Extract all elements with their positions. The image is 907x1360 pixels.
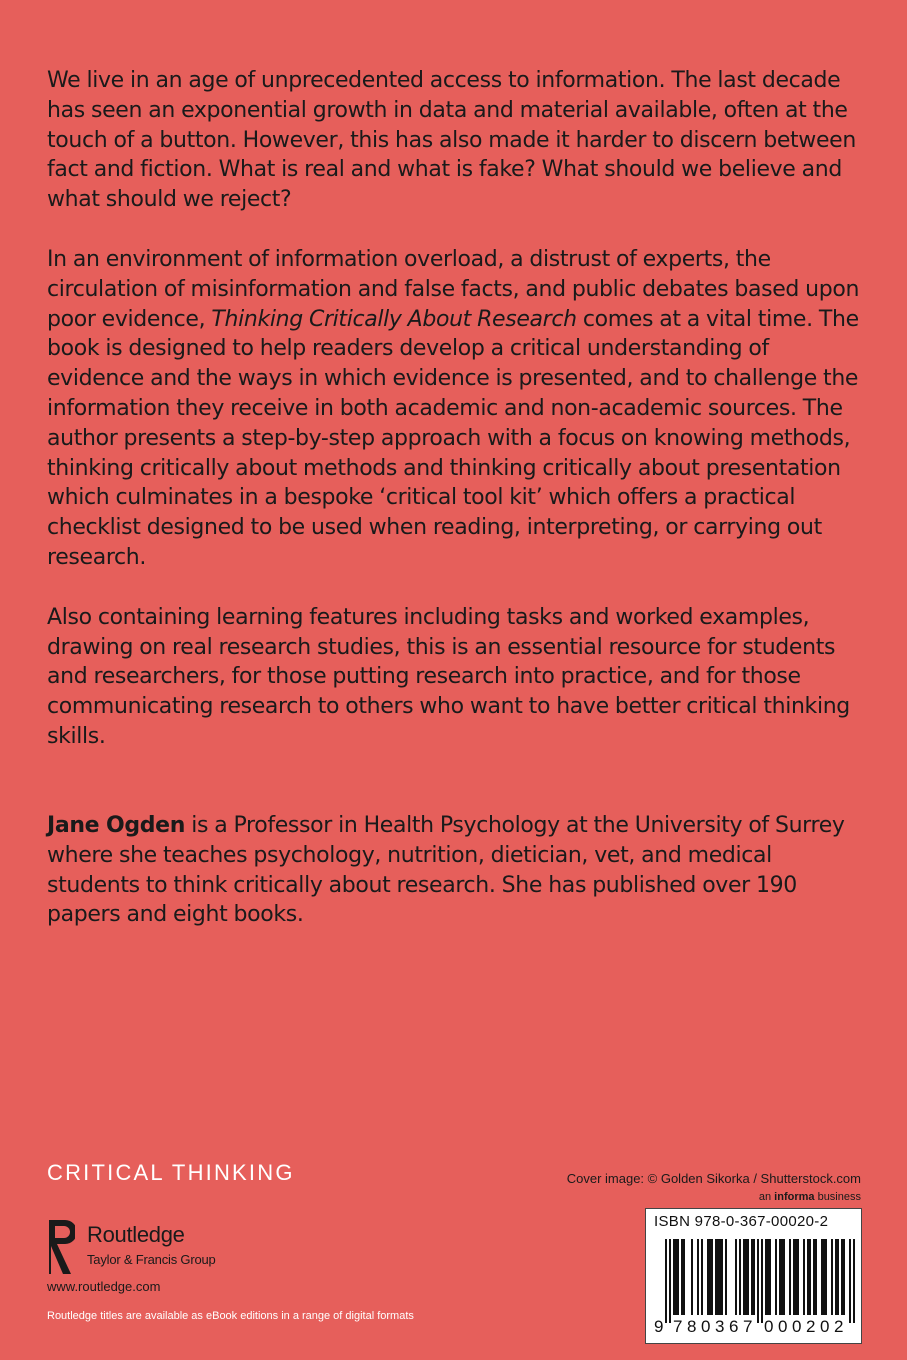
barcode-bar	[813, 1239, 815, 1315]
barcode-bar	[717, 1239, 719, 1315]
barcode-bar	[697, 1239, 699, 1315]
barcode-bar	[843, 1239, 845, 1315]
barcode-digit: 0	[778, 1317, 788, 1336]
author-bio	[47, 811, 867, 930]
publisher-name: Routledge	[87, 1222, 185, 1247]
barcode-digit-first: 9	[654, 1317, 664, 1336]
barcode-bar	[707, 1239, 709, 1315]
informa-suffix: business	[814, 1191, 861, 1203]
ebook-note: Routledge titles are available as eBook editions in a range of digital formats	[47, 1310, 414, 1322]
barcode-bar	[835, 1239, 837, 1315]
barcode-bar	[701, 1239, 703, 1315]
barcode-digit: 0	[701, 1317, 711, 1336]
barcode-bar	[853, 1239, 855, 1323]
blurb-paragraph-3: Also containing learning features including tasks and worked examples, drawing on real research studies, this is an essential resource for students and researchers, for those putting research into practice, and for those communicating research to others who want to have better critical thinking skills.	[47, 604, 850, 749]
blurb-paragraph-1: We live in an age of unprecedented access to information. The last decade has seen an exponential growth in data and material available, often at the touch of a button. However, this has also made it harder to discern between fact and fiction. What is real and what is fake? What should we believe and what should we reject?	[47, 68, 856, 213]
barcode-bar	[815, 1239, 817, 1315]
informa-prefix: an	[758, 1191, 775, 1203]
publisher-website: www.routledge.com	[47, 1279, 161, 1294]
barcode-bar	[751, 1239, 753, 1315]
barcode-bar	[779, 1239, 781, 1315]
book-title: Thinking Critically About Research	[211, 306, 577, 332]
barcode-bar	[709, 1239, 711, 1315]
barcode-bar	[665, 1239, 667, 1323]
barcode-bar	[725, 1239, 727, 1315]
barcode-bar	[831, 1239, 833, 1315]
barcode-bar	[715, 1239, 717, 1315]
blurb-p2-before: In an environment of information overload, a distrust of experts, the circulation of misinformation and false facts, and public debates based upon poor evidence,	[47, 246, 860, 332]
barcode-bar	[823, 1239, 825, 1315]
author-name: Jane Ogden	[47, 813, 186, 838]
barcode-bar	[821, 1239, 823, 1315]
barcode-bar	[681, 1239, 683, 1315]
publisher-logo	[47, 1218, 247, 1278]
blurb-paragraph-2	[47, 245, 867, 573]
barcode-bar	[739, 1239, 741, 1315]
barcode-bar	[719, 1239, 721, 1315]
barcode-bar	[675, 1239, 677, 1315]
barcode-bar	[841, 1239, 843, 1315]
barcode-digit: 0	[820, 1317, 830, 1336]
barcode-bar	[745, 1239, 747, 1315]
barcode-bar	[743, 1239, 745, 1315]
informa-brand: informa	[774, 1191, 815, 1203]
barcode-bar	[683, 1239, 685, 1315]
barcode-bar	[669, 1239, 671, 1323]
barcode-digit: 2	[834, 1317, 844, 1336]
barcode-digit: 8	[687, 1317, 697, 1336]
isbn-label: ISBN 978-0-367-00020-2	[654, 1213, 829, 1230]
barcode-bar	[691, 1239, 693, 1315]
barcode-bar	[767, 1239, 769, 1315]
barcode-bar	[837, 1239, 839, 1315]
isbn-barcode-box	[645, 1208, 862, 1344]
barcode-bar	[809, 1239, 811, 1315]
barcode-bar	[765, 1239, 767, 1315]
routledge-logo-icon	[47, 1218, 75, 1276]
barcode-digit: 0	[764, 1317, 774, 1336]
barcode-bar	[793, 1239, 795, 1315]
barcode-bar	[795, 1239, 797, 1315]
barcode-bar	[757, 1239, 759, 1323]
barcode-bar	[781, 1239, 783, 1315]
barcode-bar	[761, 1239, 763, 1323]
informa-business	[759, 1191, 861, 1203]
barcode-bar	[803, 1239, 805, 1315]
barcode-bar	[735, 1239, 737, 1315]
barcode-bar	[807, 1239, 809, 1315]
blurb-p2-after: comes at a vital time. The book is designed to help readers develop a critical understanding of evidence and the ways in which evidence is presented, and to challenge the information they receive in both academic and non-academic sources. The author presents a step-by-step approach with a focus on knowing methods, thinking critically about methods and thinking critically about presentation which culminates in a bespoke ‘critical tool kit’ which offers a practical checklist designed to be used when reading, interpreting, or carrying out research.	[47, 306, 859, 570]
barcode-bar	[753, 1239, 755, 1315]
blurb	[47, 66, 867, 782]
barcode-bar	[769, 1239, 771, 1315]
barcode-digit: 7	[673, 1317, 683, 1336]
barcode-bar	[775, 1239, 777, 1315]
barcode-digit: 0	[792, 1317, 802, 1336]
barcode-bar	[797, 1239, 799, 1315]
barcode-bar	[789, 1239, 791, 1315]
author-bio-text: is a Professor in Health Psychology at the University of Surrey where she teaches psychology, nutrition, dietician, vet, and medical students to think critically about research. She has published over 190 papers and eight books.	[47, 813, 845, 928]
barcode-bar	[673, 1239, 675, 1315]
barcode-digit: 3	[715, 1317, 725, 1336]
barcode-bar	[825, 1239, 827, 1315]
barcode-bar	[677, 1239, 679, 1315]
barcode-bar	[711, 1239, 713, 1315]
barcode-bar	[783, 1239, 785, 1315]
series-label: CRITICAL THINKING	[47, 1160, 295, 1185]
barcode-digit: 6	[729, 1317, 739, 1336]
barcode-digit: 7	[743, 1317, 753, 1336]
cover-image-credit: Cover image: © Golden Sikorka / Shutterstock.com	[566, 1171, 861, 1186]
barcode-bar	[747, 1239, 749, 1315]
barcode-bar	[721, 1239, 723, 1315]
publisher-group: Taylor & Francis Group	[87, 1252, 216, 1267]
barcode-digit: 2	[806, 1317, 816, 1336]
barcode-bar	[849, 1239, 851, 1323]
